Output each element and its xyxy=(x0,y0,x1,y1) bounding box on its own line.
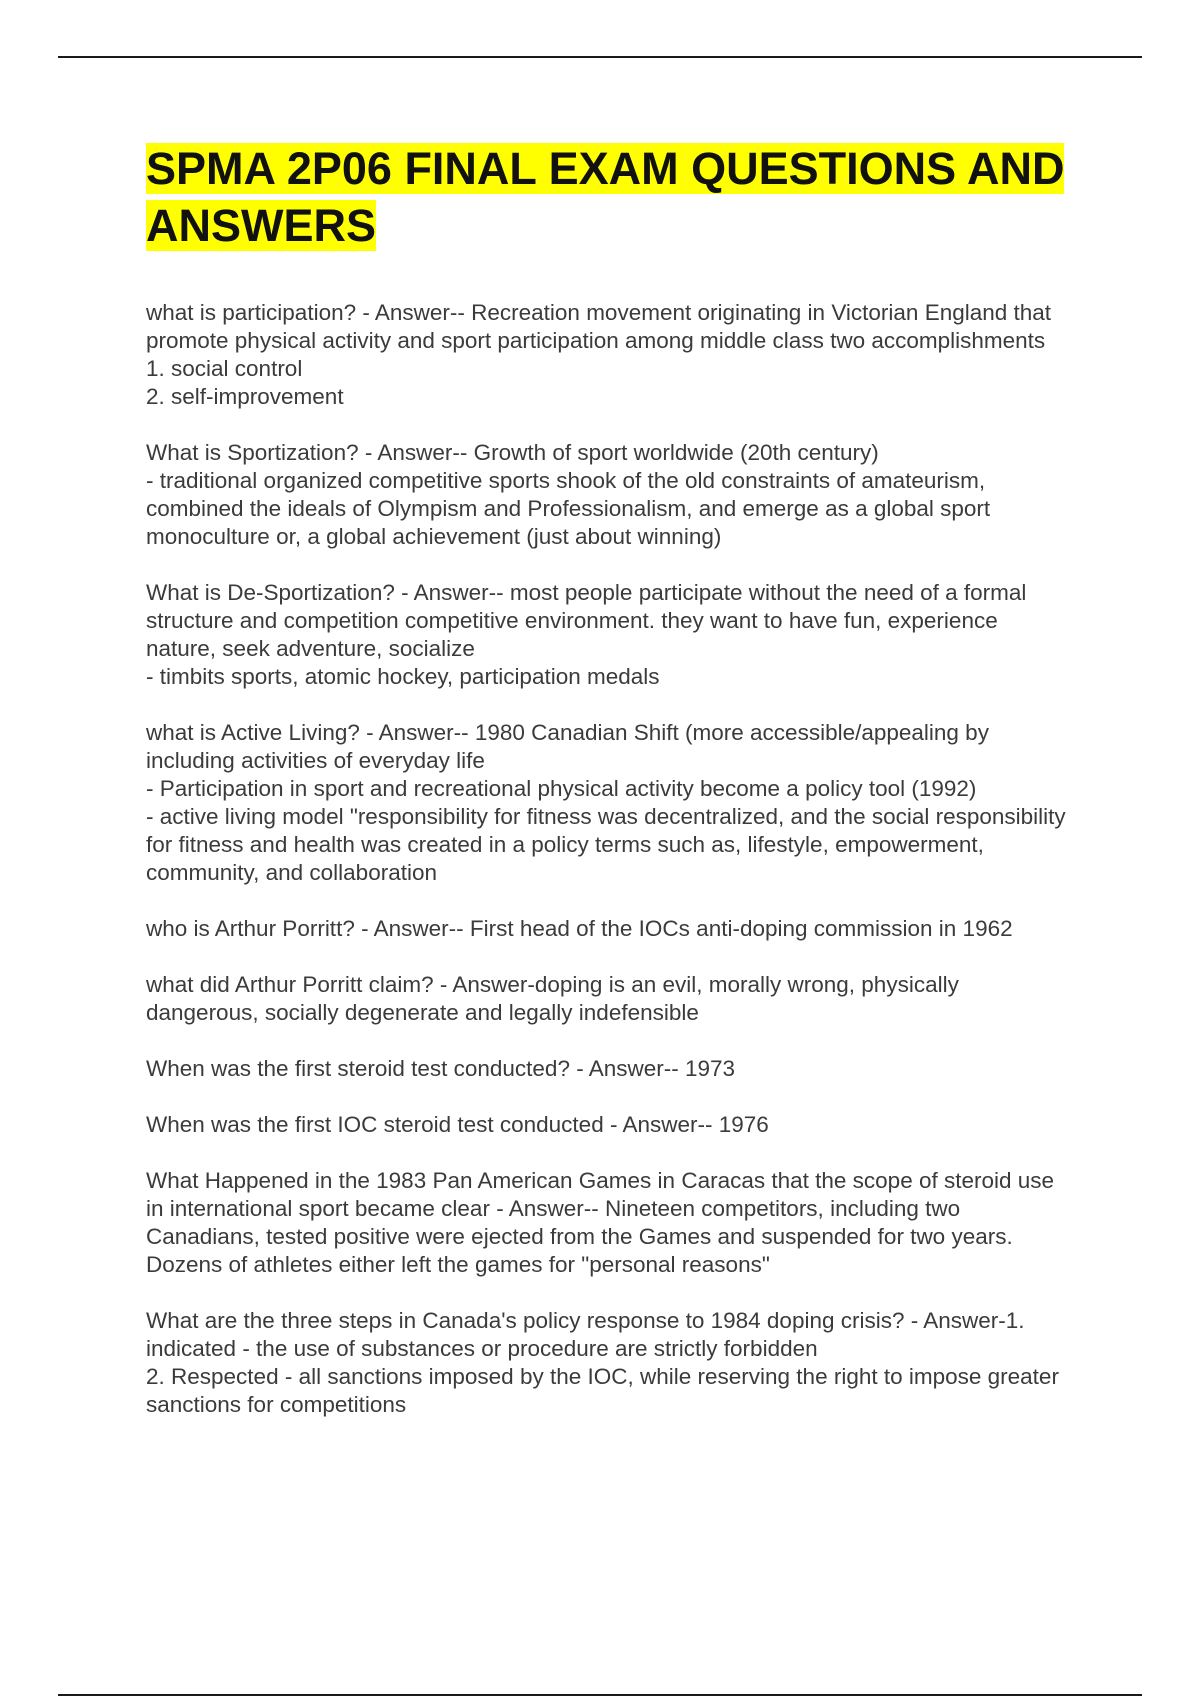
qa-line: - active living model "responsibility for fitness was decentralized, and the social responsibility for fitness and health was created in a policy terms such as, lifestyle, empowerment, community, and collaboration xyxy=(146,804,1066,885)
qa-line: When was the first steroid test conducted? - Answer-- 1973 xyxy=(146,1056,736,1081)
qa-line: 2. self-improvement xyxy=(146,384,344,409)
qa-line: - traditional organized competitive sports shook of the old constraints of amateurism, combined the ideals of Olympism and Professionalism, and emerge as a global sport monoculture or, a global achievement (just about winning) xyxy=(146,468,991,549)
qa-entry-first-ioc-steroid-test xyxy=(146,1111,1066,1139)
qa-line: What is Sportization? - Answer-- Growth of sport worldwide (20th century) xyxy=(146,440,879,465)
document-title xyxy=(146,140,1066,254)
qa-entry-sportization xyxy=(146,439,1066,551)
qa-entry-participation xyxy=(146,299,1066,411)
qa-line: what is Active Living? - Answer-- 1980 Canadian Shift (more accessible/appealing by including activities of everyday life xyxy=(146,720,989,773)
qa-entry-first-steroid-test xyxy=(146,1055,1066,1083)
qa-list xyxy=(146,299,1066,1419)
qa-line: what is participation? - Answer-- Recreation movement originating in Victorian England that promote physical activity and sport participation among middle class two accomplishments xyxy=(146,300,1052,353)
qa-line: What is De-Sportization? - Answer-- most people participate without the need of a formal structure and competition competitive environment. they want to have fun, experience nature, seek adventure, socialize xyxy=(146,580,1027,661)
qa-entry-pan-american-games xyxy=(146,1167,1066,1279)
qa-line: what did Arthur Porritt claim? - Answer-doping is an evil, morally wrong, physically dangerous, socially degenerate and legally indefensible xyxy=(146,972,959,1025)
qa-entry-porritt-claim xyxy=(146,971,1066,1027)
qa-line: When was the first IOC steroid test conducted - Answer-- 1976 xyxy=(146,1112,769,1137)
qa-line: who is Arthur Porritt? - Answer-- First head of the IOCs anti-doping commission in 1962 xyxy=(146,916,1013,941)
qa-line: 1. social control xyxy=(146,356,303,381)
qa-line: 2. Respected - all sanctions imposed by the IOC, while reserving the right to impose greater sanctions for competitions xyxy=(146,1364,1059,1417)
qa-line: - Participation in sport and recreational physical activity become a policy tool (1992) xyxy=(146,776,977,801)
document-body xyxy=(146,140,1066,1447)
title-highlight: SPMA 2P06 FINAL EXAM QUESTIONS AND ANSWERS xyxy=(146,143,1065,251)
bottom-divider xyxy=(58,1694,1142,1696)
qa-line: What Happened in the 1983 Pan American Games in Caracas that the scope of steroid use in international sport became clear - Answer-- Nineteen competitors, including two Canadians, tested positive were ejected from the Games and suspended for two years. Dozens of athletes either left the games for "personal reasons" xyxy=(146,1168,1055,1277)
qa-entry-arthur-porritt xyxy=(146,915,1066,943)
top-divider xyxy=(58,56,1142,58)
qa-entry-canada-policy-response xyxy=(146,1307,1066,1419)
qa-line: What are the three steps in Canada's policy response to 1984 doping crisis? - Answer-1. indicated - the use of substances or procedure are strictly forbidden xyxy=(146,1308,1025,1361)
qa-entry-de-sportization xyxy=(146,579,1066,691)
qa-entry-active-living xyxy=(146,719,1066,887)
qa-line: - timbits sports, atomic hockey, participation medals xyxy=(146,664,660,689)
